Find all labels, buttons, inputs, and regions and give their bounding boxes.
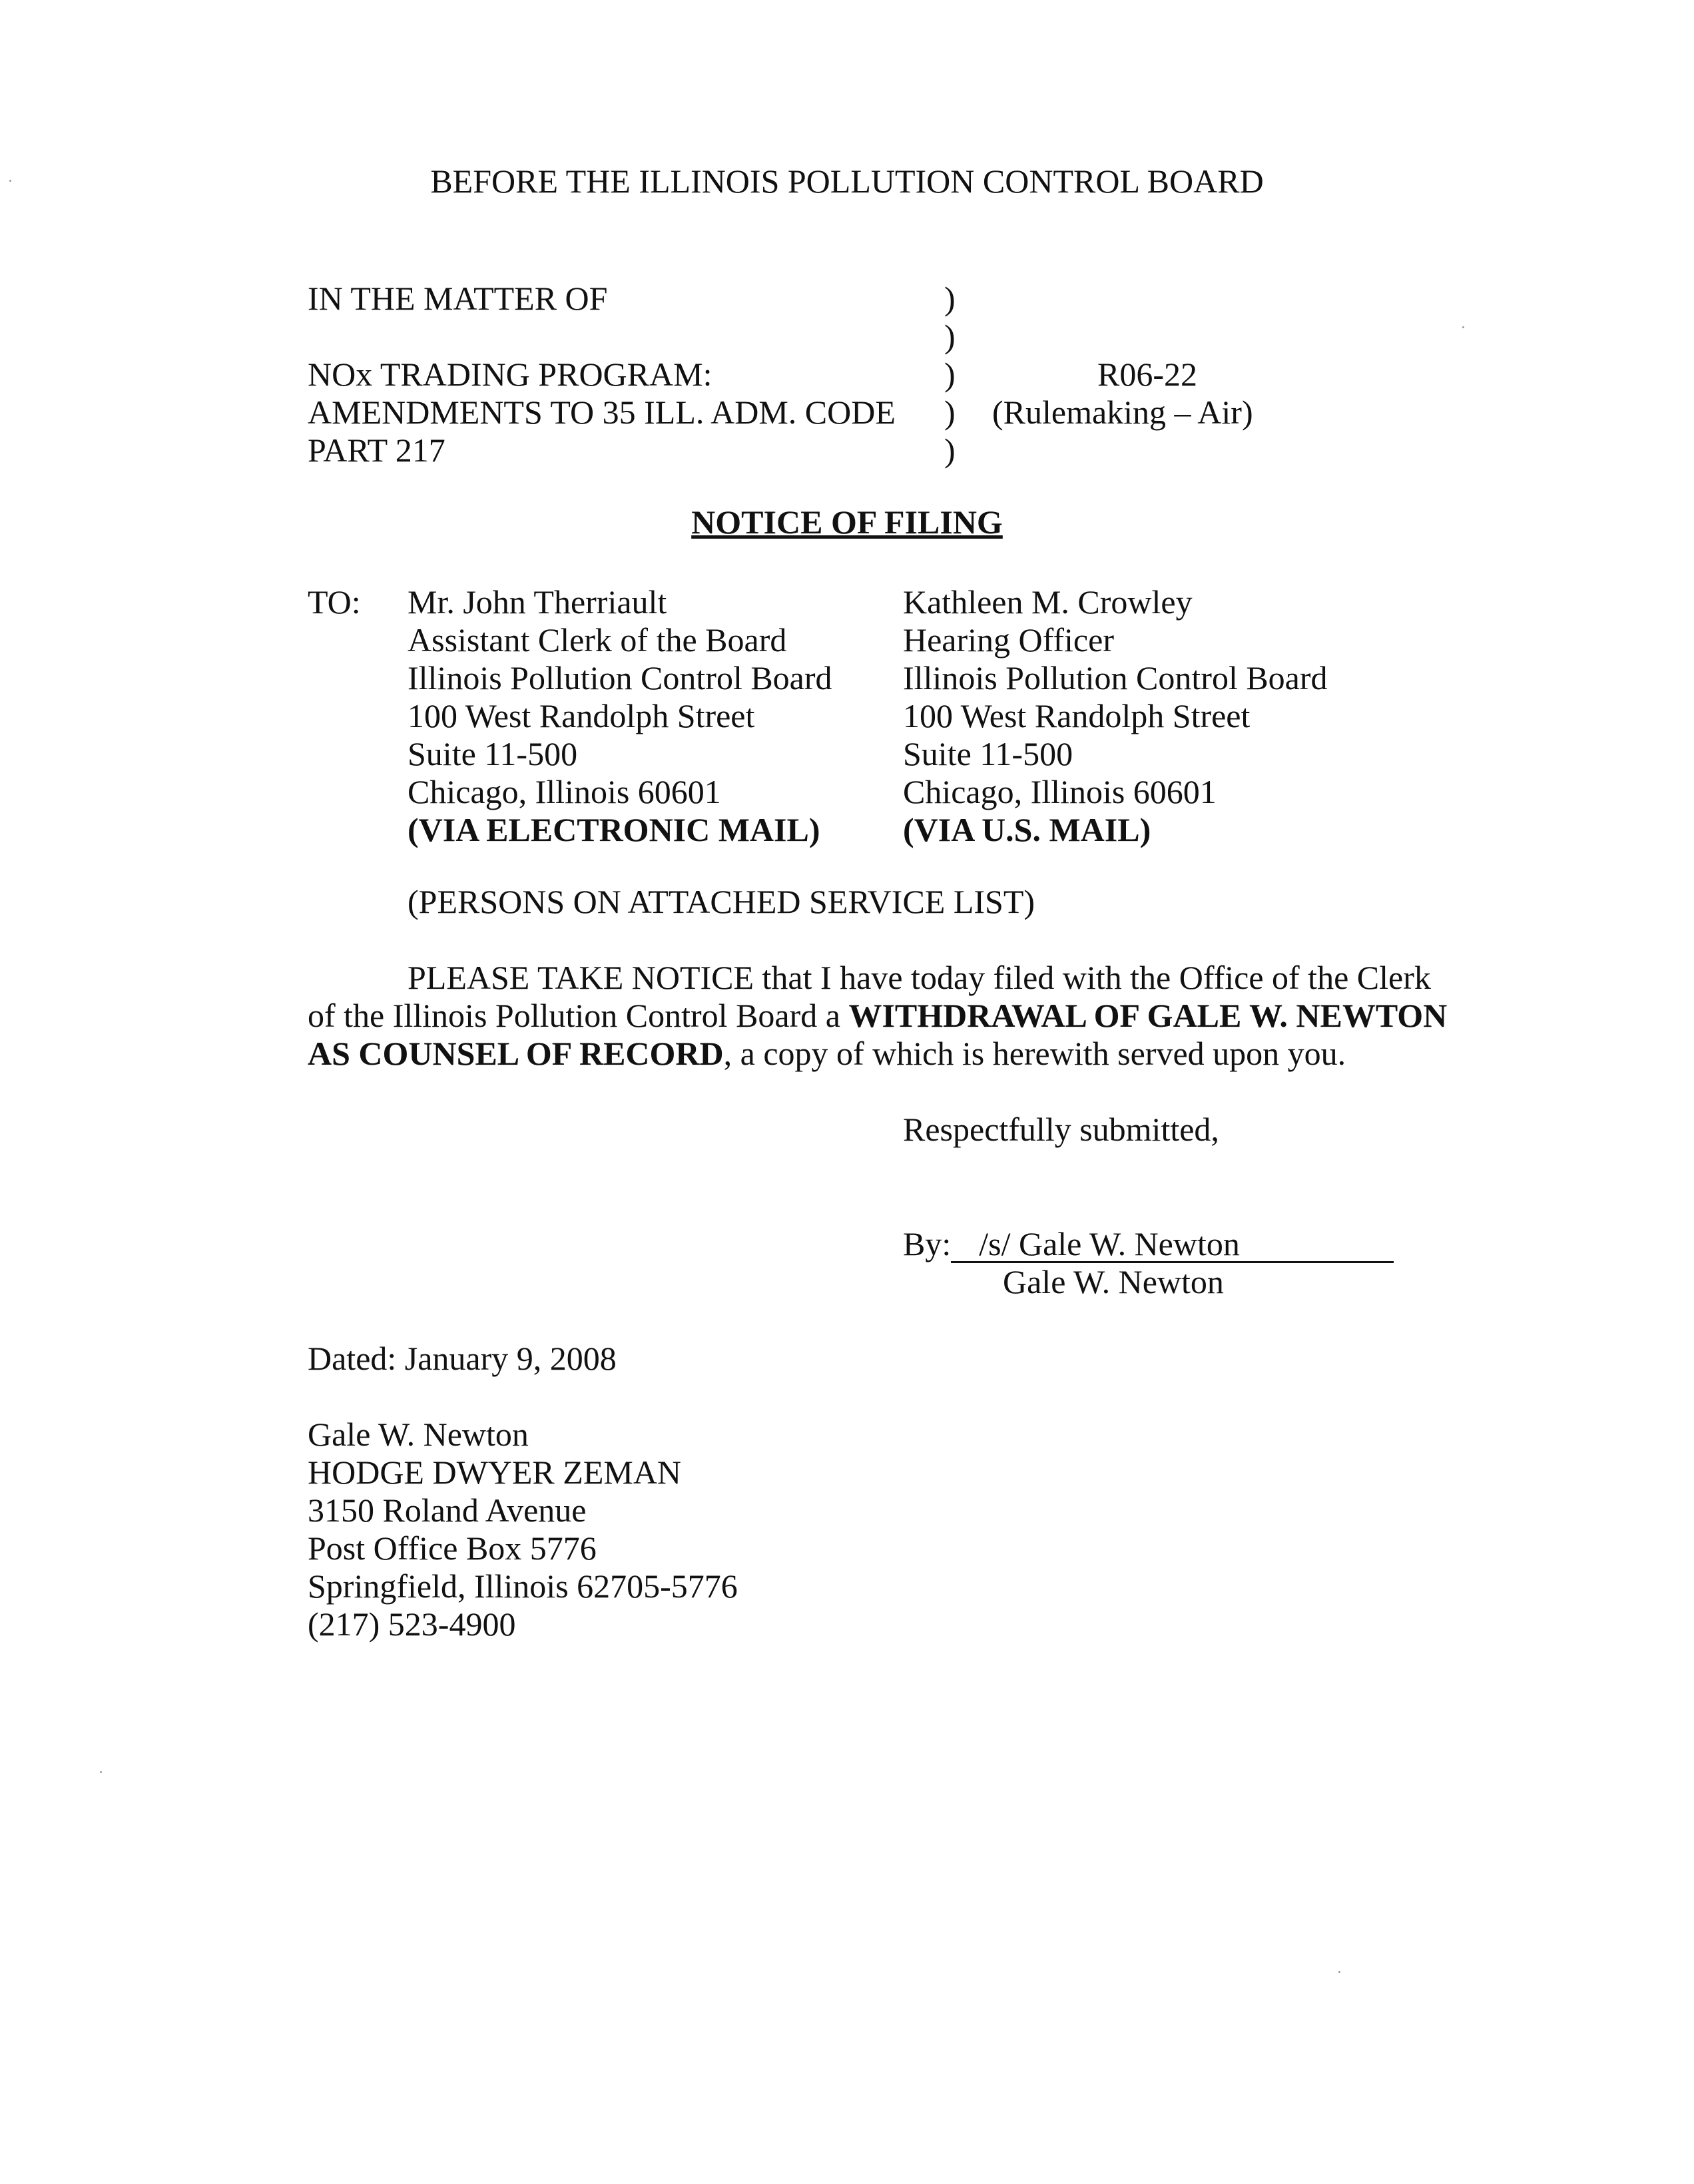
court-heading: BEFORE THE ILLINOIS POLLUTION CONTROL BOARD bbox=[430, 162, 1264, 200]
scan-speck bbox=[1338, 1971, 1340, 1973]
recipient-block bbox=[408, 583, 832, 849]
recipient-line: Mr. John Therriault bbox=[408, 583, 667, 621]
caption-paren: ) bbox=[944, 318, 956, 355]
body-intro: PLEASE TAKE NOTICE that I have today filed with the Office of the Clerk of the Illinois Pollution Control Board a bbox=[308, 959, 1431, 1034]
scan-speck bbox=[9, 180, 11, 182]
notice-body bbox=[308, 959, 1466, 1073]
recipient-line: 100 West Randolph Street bbox=[903, 697, 1251, 734]
caption-paren: ) bbox=[944, 431, 956, 469]
service-list-note: (PERSONS ON ATTACHED SERVICE LIST) bbox=[408, 883, 1035, 920]
signature-block bbox=[903, 1225, 1394, 1263]
recipient-line: 100 West Randolph Street bbox=[408, 697, 755, 734]
to-label: TO: bbox=[308, 583, 361, 621]
counsel-line: HODGE DWYER ZEMAN bbox=[308, 1454, 682, 1491]
recipient-line: Chicago, Illinois 60601 bbox=[903, 773, 1217, 810]
dated: Dated: January 9, 2008 bbox=[308, 1340, 617, 1377]
case-type: (Rulemaking – Air) bbox=[992, 394, 1253, 431]
recipient-line: Illinois Pollution Control Board bbox=[903, 659, 1328, 696]
delivery-method: (VIA ELECTRONIC MAIL) bbox=[408, 811, 820, 848]
counsel-line: Gale W. Newton bbox=[308, 1416, 529, 1453]
recipient-line: Illinois Pollution Control Board bbox=[408, 659, 832, 696]
counsel-line: Post Office Box 5776 bbox=[308, 1529, 597, 1567]
caption-line: PART 217 bbox=[308, 431, 445, 469]
notice-title: NOTICE OF FILING bbox=[691, 503, 1003, 541]
closing: Respectfully submitted, bbox=[903, 1111, 1219, 1148]
recipient-line: Chicago, Illinois 60601 bbox=[408, 773, 721, 810]
recipient-block bbox=[903, 583, 1328, 849]
signature-line: /s/ Gale W. Newton bbox=[951, 1227, 1394, 1263]
delivery-method: (VIA U.S. MAIL) bbox=[903, 811, 1151, 848]
caption-line: AMENDMENTS TO 35 ILL. ADM. CODE bbox=[308, 394, 896, 431]
body-outro: , a copy of which is herewith served upon you. bbox=[723, 1035, 1346, 1072]
counsel-block bbox=[308, 1416, 738, 1643]
caption-paren: ) bbox=[944, 356, 956, 393]
caption-paren: ) bbox=[944, 394, 956, 431]
case-number: R06-22 bbox=[1097, 356, 1197, 393]
caption-line: NOx TRADING PROGRAM: bbox=[308, 356, 712, 393]
counsel-line: Springfield, Illinois 62705-5776 bbox=[308, 1567, 738, 1605]
counsel-line: (217) 523-4900 bbox=[308, 1605, 516, 1643]
caption-paren: ) bbox=[944, 280, 956, 317]
recipient-line: Kathleen M. Crowley bbox=[903, 583, 1193, 621]
by-label: By: bbox=[903, 1225, 952, 1262]
scan-speck bbox=[1462, 326, 1464, 328]
recipient-line: Assistant Clerk of the Board bbox=[408, 621, 787, 659]
scan-speck bbox=[100, 1771, 102, 1773]
caption-line: IN THE MATTER OF bbox=[308, 280, 608, 317]
recipient-line: Hearing Officer bbox=[903, 621, 1114, 659]
document-name: WITHDRAWAL OF GALE W. NEWTON AS COUNSEL OF RECORD bbox=[308, 997, 1448, 1072]
recipient-line: Suite 11-500 bbox=[903, 735, 1073, 772]
recipient-line: Suite 11-500 bbox=[408, 735, 578, 772]
counsel-line: 3150 Roland Avenue bbox=[308, 1492, 587, 1529]
printed-name: Gale W. Newton bbox=[1003, 1263, 1224, 1300]
